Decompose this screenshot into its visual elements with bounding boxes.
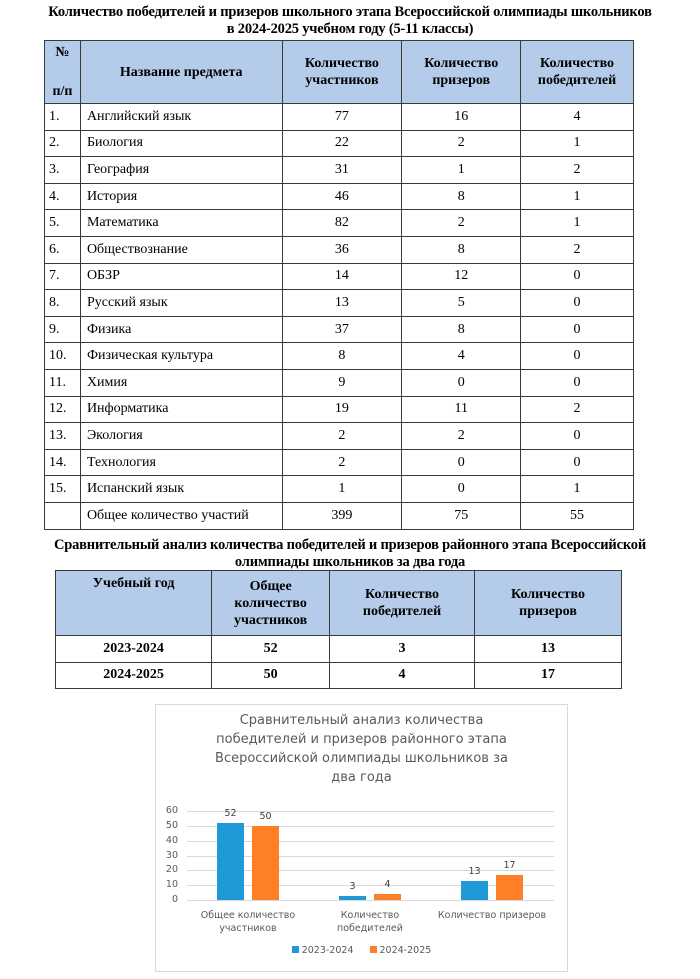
prizewinners-count: 8	[402, 316, 521, 343]
y-tick-label: 0	[171, 894, 178, 905]
header-participants: Количество участников	[282, 41, 402, 104]
winners-count: 1	[521, 183, 634, 210]
row-number: 3.	[45, 157, 81, 184]
winners-count: 0	[521, 423, 634, 450]
subject-name: Химия	[80, 369, 282, 396]
participants-count: 82	[282, 210, 402, 237]
table-row	[45, 104, 634, 131]
prizewinners-count: 2	[402, 130, 521, 157]
subject-name: Экология	[80, 423, 282, 450]
participants-count: 9	[282, 369, 402, 396]
x-label-line: участников	[219, 923, 277, 934]
prizewinners-count: 0	[402, 449, 521, 476]
winners-count: 0	[521, 263, 634, 290]
participants-count: 31	[282, 157, 402, 184]
table-row	[45, 316, 634, 343]
row-number: 11.	[45, 369, 81, 396]
legend-swatch-icon	[292, 946, 299, 953]
participants-count: 14	[282, 263, 402, 290]
table-row	[45, 210, 634, 237]
year-cell: 2023-2024	[56, 636, 212, 663]
table-row	[56, 636, 622, 663]
table-header-row	[45, 41, 634, 104]
row-number	[45, 502, 81, 529]
chart-title-line: Сравнительный анализ количества	[239, 713, 484, 728]
subject-name: Информатика	[80, 396, 282, 423]
chart-title-line: Всероссийской олимпиады школьников за	[215, 751, 508, 766]
winners-count: 1	[521, 130, 634, 157]
prizewinners-count: 2	[402, 210, 521, 237]
participants-count: 36	[282, 236, 402, 263]
header-num: № п/п	[45, 41, 81, 104]
header-year: Учебный год	[56, 571, 212, 636]
bar-value-label: 3	[349, 880, 356, 892]
row-number: 10.	[45, 343, 81, 370]
prizewinners-count: 0	[402, 476, 521, 503]
total-participants: 50	[212, 662, 330, 689]
table-row	[45, 396, 634, 423]
subject-name: Испанский язык	[80, 476, 282, 503]
row-number: 9.	[45, 316, 81, 343]
subject-name: Физическая культура	[80, 343, 282, 370]
subject-name: Русский язык	[80, 290, 282, 317]
participants-count: 77	[282, 104, 402, 131]
prizewinners-count: 12	[402, 263, 521, 290]
school-stage-results-table	[44, 40, 634, 530]
y-tick-label: 20	[165, 864, 178, 876]
prizewinners-count: 17	[475, 662, 622, 689]
header-winners: Количество победителей	[521, 41, 634, 104]
header-subject: Название предмета	[80, 41, 282, 104]
header-winners: Количество победителей	[330, 571, 475, 636]
row-number: 4.	[45, 183, 81, 210]
winners-count: 1	[521, 210, 634, 237]
chart-title	[156, 711, 567, 787]
subject-name: География	[80, 157, 282, 184]
table-row	[45, 369, 634, 396]
x-label-line: Количество победителей	[337, 910, 403, 934]
x-category-label	[432, 909, 552, 922]
row-number: 13.	[45, 423, 81, 450]
legend-label: 2023-2024	[301, 945, 354, 956]
bar-2023-2024	[339, 896, 366, 900]
row-number: 7.	[45, 263, 81, 290]
winners-count: 2	[521, 236, 634, 263]
table-header-row	[56, 571, 622, 636]
row-number: 1.	[45, 104, 81, 131]
prizewinners-count: 8	[402, 236, 521, 263]
winners-count: 2	[521, 157, 634, 184]
bar-2023-2024	[217, 823, 244, 900]
table2-title: Сравнительный анализ количества победителей и призеров районного этапа Всероссийской олимпиады школьников за два года	[53, 537, 646, 570]
comparison-bar-chart	[155, 704, 568, 972]
prizewinners-count: 8	[402, 183, 521, 210]
table-row	[45, 449, 634, 476]
chart-legend	[156, 945, 567, 956]
bar-2023-2024	[461, 881, 488, 900]
table-row	[45, 183, 634, 210]
table-row	[45, 157, 634, 184]
header-prizewinners: Количество призеров	[475, 571, 622, 636]
bar-value-label: 4	[384, 879, 391, 891]
chart-title-line: победителей и призеров районного этапа	[216, 732, 507, 747]
bar-value-label: 52	[224, 807, 237, 819]
winners-count: 0	[521, 449, 634, 476]
winners-count: 0	[521, 290, 634, 317]
winners-count: 0	[521, 316, 634, 343]
participants-count: 19	[282, 396, 402, 423]
prizewinners-count: 2	[402, 423, 521, 450]
participants-count: 399	[282, 502, 402, 529]
district-stage-comparison-table	[55, 570, 622, 689]
prizewinners-count: 13	[475, 636, 622, 663]
bar-2024-2025	[374, 894, 401, 900]
prizewinners-count: 5	[402, 290, 521, 317]
y-tick-label: 10	[165, 879, 178, 891]
participants-count: 37	[282, 316, 402, 343]
total-row	[45, 502, 634, 529]
subject-name: Биология	[80, 130, 282, 157]
y-tick-label: 50	[165, 819, 178, 831]
prizewinners-count: 0	[402, 369, 521, 396]
row-number: 8.	[45, 290, 81, 317]
subject-name: ОБЗР	[80, 263, 282, 290]
winners-count: 2	[521, 396, 634, 423]
table-row	[56, 662, 622, 689]
y-tick-label: 30	[165, 849, 178, 861]
winners-count: 0	[521, 369, 634, 396]
bar-value-label: 17	[503, 859, 516, 871]
table-row	[45, 343, 634, 370]
y-tick-label: 40	[165, 834, 178, 846]
legend-label: 2024-2025	[379, 945, 432, 956]
x-category-label	[188, 909, 308, 935]
x-label-line: Количество призеров	[437, 910, 547, 921]
winners-count: 0	[521, 343, 634, 370]
winners-count: 3	[330, 636, 475, 663]
row-number: 6.	[45, 236, 81, 263]
row-number: 12.	[45, 396, 81, 423]
legend-item	[370, 945, 432, 956]
chart-title-line: два года	[331, 770, 392, 785]
participants-count: 46	[282, 183, 402, 210]
winners-count: 4	[330, 662, 475, 689]
winners-count: 55	[521, 502, 634, 529]
row-number: 2.	[45, 130, 81, 157]
subject-name: Обществознание	[80, 236, 282, 263]
header-prizewinners: Количество призеров	[402, 41, 521, 104]
subject-name: Математика	[80, 210, 282, 237]
table-row	[45, 263, 634, 290]
winners-count: 4	[521, 104, 634, 131]
row-number: 15.	[45, 476, 81, 503]
bar-value-label: 13	[468, 865, 481, 877]
prizewinners-count: 1	[402, 157, 521, 184]
table1-title: Количество победителей и призеров школьного этапа Всероссийской олимпиады школьников в 2024-2025 учебном году (5-11 классы)	[48, 4, 652, 37]
prizewinners-count: 11	[402, 396, 521, 423]
table-row	[45, 476, 634, 503]
bar-2024-2025	[496, 875, 523, 900]
gridline	[187, 900, 554, 901]
total-participants: 52	[212, 636, 330, 663]
participants-count: 1	[282, 476, 402, 503]
participants-count: 2	[282, 449, 402, 476]
table-row	[45, 236, 634, 263]
x-label-line: Общее количество	[200, 910, 296, 921]
subject-name: Общее количество участий	[80, 502, 282, 529]
participants-count: 13	[282, 290, 402, 317]
participants-count: 22	[282, 130, 402, 157]
legend-item	[292, 945, 354, 956]
subject-name: История	[80, 183, 282, 210]
table-row	[45, 290, 634, 317]
row-number: 14.	[45, 449, 81, 476]
year-cell: 2024-2025	[56, 662, 212, 689]
table-row	[45, 423, 634, 450]
header-total: Общее количество участников	[212, 571, 330, 636]
prizewinners-count: 4	[402, 343, 521, 370]
participants-count: 8	[282, 343, 402, 370]
participants-count: 2	[282, 423, 402, 450]
prizewinners-count: 75	[402, 502, 521, 529]
y-tick-label: 60	[165, 805, 178, 816]
subject-name: Физика	[80, 316, 282, 343]
prizewinners-count: 16	[402, 104, 521, 131]
subject-name: Технология	[80, 449, 282, 476]
bar-value-label: 50	[259, 810, 272, 822]
table-row	[45, 130, 634, 157]
subject-name: Английский язык	[80, 104, 282, 131]
winners-count: 1	[521, 476, 634, 503]
legend-swatch-icon	[370, 946, 377, 953]
row-number: 5.	[45, 210, 81, 237]
x-category-label	[310, 909, 430, 935]
bar-2024-2025	[252, 826, 279, 900]
